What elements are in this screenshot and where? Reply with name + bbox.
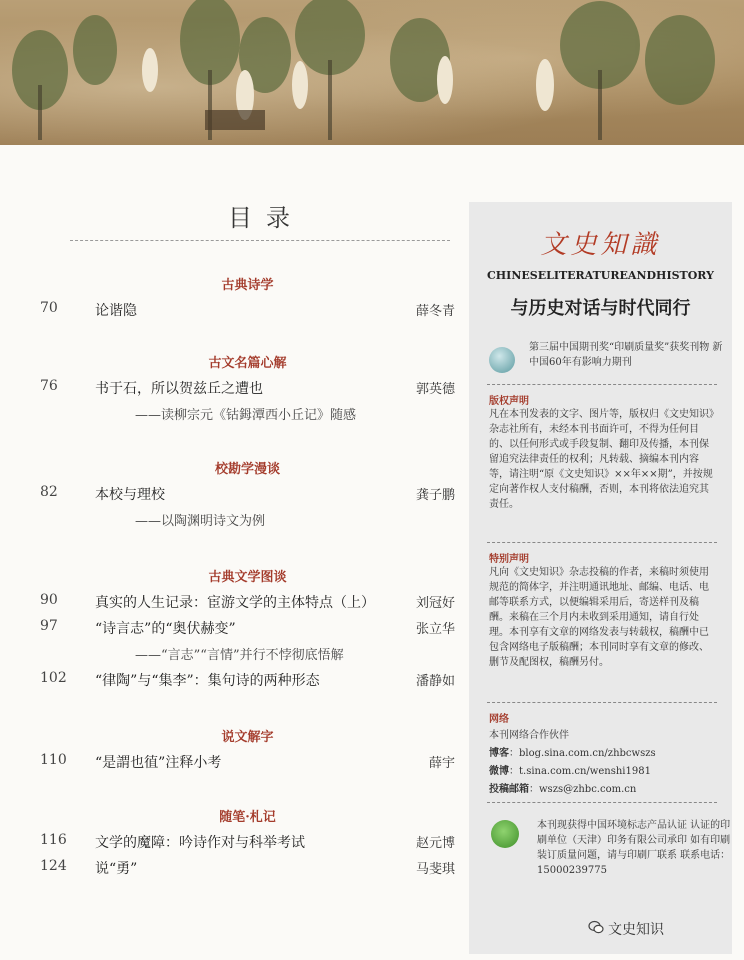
painting-banner (0, 0, 744, 145)
toc-entry[interactable] (40, 618, 455, 640)
toc-divider (70, 240, 450, 241)
award-badge-icon (489, 347, 515, 373)
weibo-url: t.sina.com.cn/wenshi1981 (519, 766, 651, 777)
toc-title: 目录 (228, 204, 304, 232)
email-address: wszs@zhbc.com.cn (539, 784, 637, 795)
copyright-heading: 版权声明 (489, 396, 529, 407)
eco-label-icon (491, 820, 519, 848)
partner-label: 本刊网络合作伙伴 (489, 730, 569, 741)
section-heading: 校勘学漫谈 (214, 462, 280, 477)
landscape-painting (0, 0, 744, 145)
article-author: 刘冠好 (415, 596, 455, 611)
toc-entry[interactable] (40, 300, 455, 322)
slogan: 与历史对话与时代同行 (510, 298, 691, 319)
article-title: “诗言志”的“奥伏赫变” (95, 621, 236, 637)
section-heading: 说文解字 (221, 730, 274, 745)
page-number: 90 (40, 592, 58, 608)
toc-entry[interactable] (40, 592, 455, 614)
article-author: 潘静如 (415, 674, 455, 689)
article-author: 赵元博 (415, 836, 455, 851)
wechat-icon (588, 919, 604, 935)
page-number: 110 (40, 752, 67, 768)
article-author: 郭英德 (415, 382, 455, 397)
section-heading: 古典诗学 (221, 278, 274, 293)
weibo-label: 微博 (489, 766, 509, 777)
blog-label: 博客 (489, 748, 509, 759)
magazine-logo: 文史知識 (540, 230, 661, 260)
blog-link[interactable]: 博客：blog.sina.com.cn/zhbcwszs (489, 748, 656, 759)
english-title: CHINESELITERATUREANDHISTORY (487, 269, 714, 282)
page-number: 82 (40, 484, 58, 500)
eco-label-text: 本刊现获得中国环境标志产品认证 认证的印刷单位（天津）印务有限公司承印 如有印刷装订质量问题，请与印刷厂联系 联系电话：15000239775 (537, 820, 731, 876)
toc-entry[interactable] (40, 484, 455, 506)
article-title: “是謂也徝”注释小考 (95, 755, 222, 771)
article-author: 马斐琪 (415, 862, 455, 877)
page-number: 97 (40, 618, 58, 634)
toc-entry[interactable] (40, 670, 455, 692)
email-label: 投稿邮箱 (489, 784, 529, 795)
article-author: 薛宇 (428, 756, 455, 771)
source-watermark: 文史知识 (608, 922, 664, 938)
article-author: 张立华 (415, 622, 455, 637)
article-author: 薛冬青 (415, 304, 455, 319)
article-subtitle: ——“言志”“言情”并行不悖彻底悟解 (135, 648, 344, 663)
section-heading: 古文名篇心解 (208, 356, 287, 371)
network-heading: 网络 (489, 714, 509, 725)
page-number: 70 (40, 300, 58, 316)
page-number: 76 (40, 378, 58, 394)
toc-entry[interactable] (40, 832, 455, 854)
article-title: 文学的魔障：吟诗作对与科举考试 (95, 835, 305, 851)
toc-entry[interactable] (40, 858, 455, 880)
article-title: 说“勇” (95, 861, 138, 877)
divider (487, 702, 717, 703)
award-text: 第三届中国期刊奖“印刷质量奖”获奖刊物 新中国60年有影响力期刊 (529, 342, 723, 368)
article-title: 本校与理校 (95, 487, 165, 503)
page-number: 102 (40, 670, 67, 686)
article-title: 真实的人生记录：宦游文学的主体特点（上） (95, 595, 375, 611)
section-heading: 古典文学图谈 (208, 570, 287, 585)
copyright-text: 凡在本刊发表的文字、图片等，版权归《文史知识》杂志社所有，未经本刊书面许可，不得为任何目的、以任何形式或手段复制、翻印及传播，本刊保留追究法律责任的权利；凡转载、摘编本刊内容等，请注明“原《文史知识》××年××期”，并按规定向著作权人支付稿酬，否则，本刊将依法追究其责任。 (489, 409, 714, 510)
article-title: 书于石，所以贺兹丘之遭也 (95, 381, 263, 397)
section-heading: 随笔·札记 (219, 810, 276, 825)
blog-url: blog.sina.com.cn/zhbcwszs (519, 748, 656, 759)
special-notice-heading: 特别声明 (489, 554, 529, 565)
weibo-link[interactable]: 微博：t.sina.com.cn/wenshi1981 (489, 766, 651, 777)
special-notice-text: 凡向《文史知识》杂志投稿的作者，来稿时须使用规范的简体字，并注明通讯地址、邮编、电话、电邮等联系方式，以便编辑采用后，寄送样刊及稿酬。来稿在三个月内未收到采用通知，请自行处理。本刊享有文章的网络发表与转载权，稿酬中已包含网络电子版稿酬；本刊同时享有文章的修改、删节及配图权，稿酬另付。 (489, 567, 709, 668)
article-subtitle: ——读柳宗元《钴鉧潭西小丘记》随感 (135, 408, 357, 423)
page-number: 124 (40, 858, 67, 874)
page-number: 116 (40, 832, 67, 848)
article-subtitle: ——以陶渊明诗文为例 (135, 514, 266, 529)
divider (487, 542, 717, 543)
divider (487, 802, 717, 803)
article-title: 论谐隐 (95, 303, 137, 319)
article-author: 龚子鹏 (415, 488, 455, 503)
divider (487, 384, 717, 385)
article-title: “律陶”与“集李”：集句诗的两种形态 (95, 673, 320, 689)
toc-entry[interactable] (40, 378, 455, 400)
email-link[interactable]: 投稿邮箱：wszs@zhbc.com.cn (489, 784, 637, 795)
toc-entry[interactable] (40, 752, 455, 774)
